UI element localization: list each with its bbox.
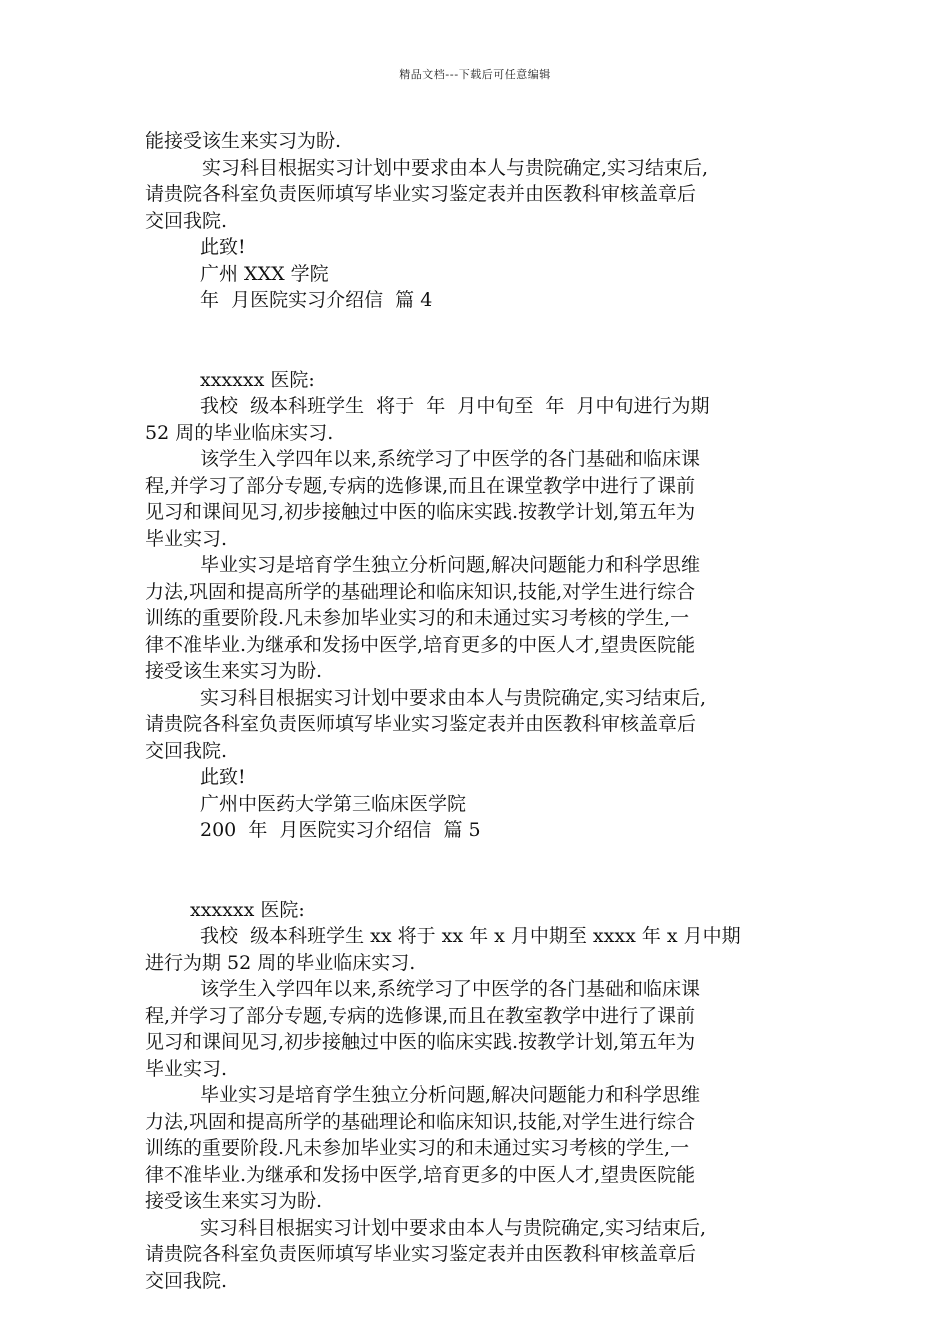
paragraph-line: 律不准毕业.为继承和发扬中医学,培育更多的中医人才,望贵医院能	[145, 1163, 696, 1186]
paragraph-line: 请贵院各科室负责医师填写毕业实习鉴定表并由医教科审核盖章后	[145, 713, 697, 735]
paragraph-line: 接受该生来实习为盼.	[145, 660, 323, 682]
paragraph-line: 力法,巩固和提高所学的基础理论和临床知识,技能,对学生进行综合	[145, 1110, 696, 1133]
paragraph-line: 交回我院.	[145, 1269, 228, 1292]
signature-institution: 广州中医药大学第三临床医学院	[200, 792, 467, 815]
paragraph-line: 毕业实习.	[145, 1057, 228, 1080]
section-spacer	[145, 844, 810, 897]
closing-salutation: 此致!	[200, 766, 246, 788]
paragraph-line: 交回我院.	[145, 739, 228, 762]
paragraph-line: 力法,巩固和提高所学的基础理论和临床知识,技能,对学生进行综合	[145, 580, 696, 603]
paragraph-line: 律不准毕业.为继承和发扬中医学,培育更多的中医人才,望贵医院能	[145, 633, 696, 656]
paragraph-line: 请贵院各科室负责医师填写毕业实习鉴定表并由医教科审核盖章后	[145, 1243, 697, 1265]
closing-salutation: 此致!	[200, 236, 246, 258]
document-body	[145, 128, 810, 1294]
section-spacer	[145, 314, 810, 367]
section-heading: 年 月医院实习介绍信 篇 4	[200, 289, 433, 311]
paragraph-line: 训练的重要阶段.凡未参加毕业实习的和未通过实习考核的学生,一	[145, 1137, 690, 1159]
paragraph-line: 实习科目根据实习计划中要求由本人与贵院确定,实习结束后,	[200, 1216, 707, 1239]
paragraph-line: 我校 级本科班学生 xx 将于 xx 年 x 月中期至 xxxx 年 x 月中期	[200, 925, 741, 947]
paragraph-line: 实习科目根据实习计划中要求由本人与贵院确定,实习结束后,	[202, 156, 709, 179]
paragraph-line: 52 周的毕业临床实习.	[145, 421, 334, 444]
paragraph-line: 该学生入学四年以来,系统学习了中医学的各门基础和临床课	[200, 978, 701, 1000]
paragraph-line: 毕业实习.	[145, 527, 228, 550]
paragraph-line: 进行为期 52 周的毕业临床实习.	[145, 951, 416, 974]
paragraph-line: 程,并学习了部分专题,专病的选修课,而且在教室教学中进行了课前	[145, 1004, 696, 1027]
paragraph-line: 该学生入学四年以来,系统学习了中医学的各门基础和临床课	[200, 448, 701, 470]
paragraph-line: 见习和课间见习,初步接触过中医的临床实践.按教学计划,第五年为	[145, 501, 696, 523]
page-header: 精品文档---下载后可任意编辑	[399, 68, 551, 81]
paragraph-line: 程,并学习了部分专题,专病的选修课,而且在课堂教学中进行了课前	[145, 474, 696, 497]
paragraph-line: 训练的重要阶段.凡未参加毕业实习的和未通过实习考核的学生,一	[145, 607, 690, 629]
paragraph-line: 接受该生来实习为盼.	[145, 1190, 323, 1212]
signature-institution: 广州 XXX 学院	[200, 262, 329, 285]
section-heading: 200 年 月医院实习介绍信 篇 5	[200, 819, 481, 841]
paragraph-line: 交回我院.	[145, 209, 228, 232]
letter-addressee: xxxxxx 医院:	[200, 368, 315, 391]
letter-addressee: xxxxxx 医院:	[190, 898, 305, 921]
paragraph-line: 实习科目根据实习计划中要求由本人与贵院确定,实习结束后,	[200, 686, 707, 709]
paragraph-line: 能接受该生来实习为盼.	[145, 130, 342, 152]
paragraph-line: 毕业实习是培育学生独立分析问题,解决问题能力和科学思维	[200, 1084, 701, 1106]
paragraph-line: 请贵院各科室负责医师填写毕业实习鉴定表并由医教科审核盖章后	[145, 183, 697, 205]
paragraph-line: 毕业实习是培育学生独立分析问题,解决问题能力和科学思维	[200, 554, 701, 576]
paragraph-line: 见习和课间见习,初步接触过中医的临床实践.按教学计划,第五年为	[145, 1031, 696, 1053]
paragraph-line: 我校 级本科班学生 将于 年 月中旬至 年 月中旬进行为期	[200, 395, 710, 417]
